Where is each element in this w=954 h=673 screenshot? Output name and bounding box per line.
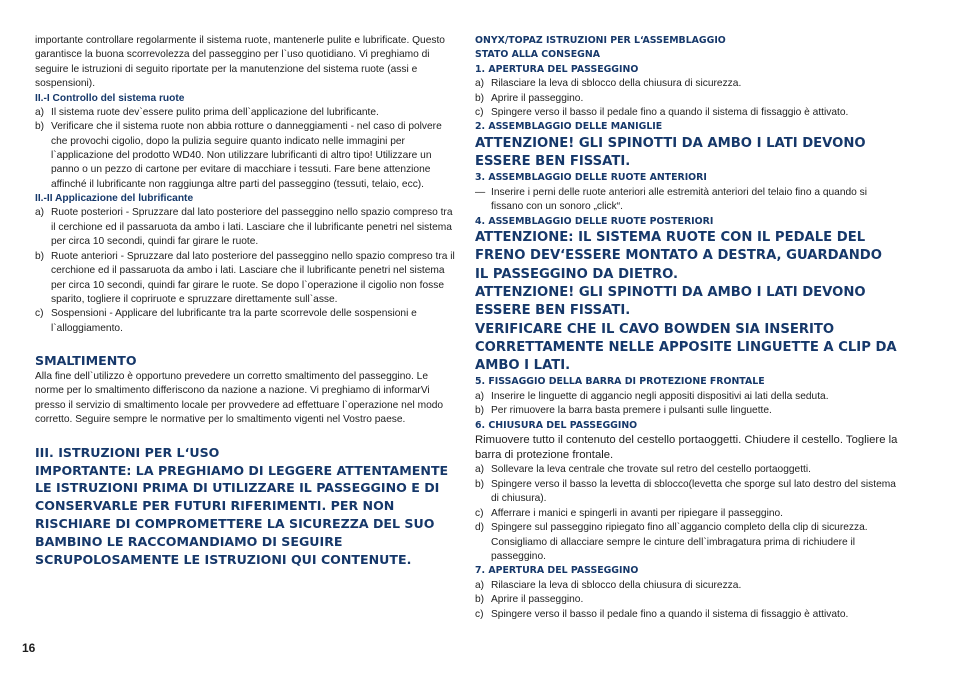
list-item xyxy=(475,77,898,91)
instructions-title: III. ISTRUZIONI PER L‘USO xyxy=(35,444,220,460)
page-number: 16 xyxy=(22,641,36,655)
disposal-title: SMALTIMENTO xyxy=(35,353,137,369)
dash-label: — xyxy=(475,186,486,198)
list-item xyxy=(35,106,458,120)
step-5-title: 5. FISSAGGIO DELLA BARRA DI PROTEZIONE FRONTALE xyxy=(475,376,765,388)
list-item xyxy=(475,478,898,507)
list-item xyxy=(475,92,898,106)
item-text: Aprire il passeggino. xyxy=(491,92,584,104)
item-text: Spingere verso il basso il pedale fino a quando il sistema di fissaggio è attivato. xyxy=(491,107,849,119)
spacer xyxy=(35,336,458,352)
step-2-title: 2. ASSEMBLAGGIO DELLE MANIGLIE xyxy=(475,121,663,133)
item-text: Inserire le linguette di aggancio negli appositi dispositivi ai lati della seduta. xyxy=(491,390,829,402)
item-label: b) xyxy=(475,92,485,104)
item-text: Sollevare la leva centrale che trovate sul retro del cestello portaoggetti. xyxy=(491,464,811,476)
list-item xyxy=(35,206,458,249)
item-label: c) xyxy=(35,308,44,320)
item-text: Ruote posteriori - Spruzzare dal lato posteriore del passeggino nello spazio compreso tra il cerchione ed il passaruota da ambo i lati. Lasciare che il lubrificante penetri nel sistema per circa 10 secondi, quindi far girare le ruote. xyxy=(51,207,453,248)
item-text: Sospensioni - Applicare del lubrificante tra la parte scorrevole delle sospensioni e l`alloggiamento. xyxy=(51,308,417,334)
item-label: a) xyxy=(475,579,485,591)
section-title-lubricant: II.-II Applicazione del lubrificante xyxy=(35,193,194,205)
spacer xyxy=(35,428,458,444)
item-text: Verificare che il sistema ruote non abbia rotture o danneggiamenti - nel caso di polvere che provochi cigolio, dopo la pulizia seguire quanto indicato nelle immagini per l`applicazione del prodotto WD40. Non utilizzare lubrificanti di altro tipo! Utilizzare un panno o un pezzo di cartone per evitare di macchiare i tessuti. Fare bene attenzione affinché il lubrificante non raggiunga altre parti del passeggino (tessuti, telaio, ecc). xyxy=(51,121,442,190)
item-text: Afferrare i manici e spingerli in avanti per ripiegare il passeggino. xyxy=(491,507,784,519)
list-wheel-check xyxy=(35,106,458,192)
step-1-title: 1. APERTURA DEL PASSEGGINO xyxy=(475,63,639,75)
list-item xyxy=(475,579,898,593)
warning-pins: ATTENZIONE! GLI SPINOTTI DA AMBO I LATI DEVONO ESSERE BEN FISSATI. xyxy=(475,284,866,319)
list-item xyxy=(475,404,898,418)
list-item xyxy=(475,463,898,477)
item-label: a) xyxy=(35,207,45,219)
item-label: a) xyxy=(475,464,485,476)
item-text: Il sistema ruote dev`essere pulito prima dell`applicazione del lubrificante. xyxy=(51,106,379,118)
warning-pins: ATTENZIONE! GLI SPINOTTI DA AMBO I LATI DEVONO ESSERE BEN FISSATI. xyxy=(475,135,866,170)
assembly-title: ONYX/TOPAZ ISTRUZIONI PER L‘ASSEMBLAGGIO xyxy=(475,35,726,46)
step-6-title: 6. CHIUSURA DEL PASSEGGINO xyxy=(475,419,638,431)
instructions-warning: IMPORTANTE: LA PREGHIAMO DI LEGGERE ATTENTAMENTE LE ISTRUZIONI PRIMA DI UTILIZZARE IL PASSEGGINO E DI CONSERVARLE PER FUTURI RIFERIMENTI. PER NON RISCHIARE DI COMPROMETTERE LA SICUREZZA DEL SUO BAMBINO LE RACCOMANDIAMO DI SEGUIRE SCRUPOLOSAMENTE LE ISTRUZIONI QUI CONTENUTE. xyxy=(35,462,449,568)
item-label: a) xyxy=(475,390,485,402)
item-label: c) xyxy=(475,507,484,519)
item-label: b) xyxy=(475,478,485,490)
item-text: Per rimuovere la barra basta premere i pulsanti sulle linguette. xyxy=(491,405,772,417)
list-item xyxy=(475,521,898,564)
list-item xyxy=(475,507,898,521)
item-label: b) xyxy=(35,250,45,262)
list-item xyxy=(475,608,898,622)
item-label: c) xyxy=(475,608,484,620)
item-label: b) xyxy=(475,594,485,606)
item-label: a) xyxy=(35,106,45,118)
warning-brake: ATTENZIONE: IL SISTEMA RUOTE CON IL PEDALE DEL FRENO DEV‘ESSERE MONTATO A DESTRA, GUARDANDO IL PASSEGGINO DA DIETRO. xyxy=(475,230,882,282)
item-text: Ruote anteriori - Spruzzare dal lato posteriore del passeggino nello spazio compreso tra il cerchione ed il passaruota da ambo i lati. Lasciare che il lubrificante penetri nel sistema per circa 10 secondi, quindi far girare le ruote. Se dopo l`operazione il cigolio non fosse sparito, togliere il copriruote e spruzzare direttamente sull`asse. xyxy=(51,250,455,305)
intro-paragraph: importante controllare regolarmente il sistema ruote, mantenerle pulite e lubrificate. Questo garantisce la buona scorrevolezza del passeggino per l`uso quotidiano. Vi preghiamo di seguire le istruzioni di seguito riportate per la manutenzione del sistema ruote (assi e sospensioni). xyxy=(35,35,445,90)
list-item xyxy=(35,250,458,308)
item-label: a) xyxy=(475,78,485,90)
list-item xyxy=(35,120,458,192)
list-item xyxy=(475,593,898,607)
item-text: Rilasciare la leva di sblocco della chiusura di sicurezza. xyxy=(491,579,742,591)
item-text: Spingere sul passeggino ripiegato fino all`aggancio completo della clip di sicurezza. Consigliamo di allacciare sempre le cinture dell`imbragatura prima di richiudere il passeggino. xyxy=(491,522,868,562)
warning-bowden: VERIFICARE CHE IL CAVO BOWDEN SIA INSERITO CORRETTAMENTE NELLE APPOSITE LINGUETTE A CLIP DA AMBO I LATI. xyxy=(475,321,897,374)
delivery-state-title: STATO ALLA CONSEGNA xyxy=(475,49,600,61)
item-label: d) xyxy=(475,522,485,534)
item-text: Inserire i perni delle ruote anteriori alle estremità anteriori del telaio fino a quando si fissano con un sonoro „click“. xyxy=(491,186,868,213)
item-text: Rilasciare la leva di sblocco della chiusura di sicurezza. xyxy=(491,78,742,90)
item-label: b) xyxy=(475,405,485,417)
step-3-title: 3. ASSEMBLAGGIO DELLE RUOTE ANTERIORI xyxy=(475,172,707,184)
item-text: Spingere verso il basso la levetta di sblocco(levetta che sporge sul lato destro del sistema di chiusura). xyxy=(491,478,896,505)
list-item xyxy=(35,307,458,336)
step-4-title: 4. ASSEMBLAGGIO DELLE RUOTE POSTERIORI xyxy=(475,215,714,227)
list-item xyxy=(475,186,898,215)
list-lubricant xyxy=(35,206,458,336)
list-item xyxy=(475,106,898,120)
item-text: Spingere verso il basso il pedale fino a quando il sistema di fissaggio è attivato. xyxy=(491,608,849,620)
item-label: c) xyxy=(475,107,484,119)
section-title-wheel-check: II.-I Controllo del sistema ruote xyxy=(35,92,185,104)
right-column xyxy=(475,34,898,622)
list-item xyxy=(475,390,898,404)
item-label: b) xyxy=(35,121,45,133)
step-7-title: 7. APERTURA DEL PASSEGGINO xyxy=(475,565,639,577)
left-column xyxy=(35,34,458,569)
disposal-paragraph: Alla fine dell`utilizzo è opportuno prevedere un corretto smaltimento del passeggino. Le norme per lo smaltimento differiscono da nazione a nazione. Vi preghiamo di informarVi presso il servizio di smaltimento locale per provvedere ad effettuare l`operazione nel modo corretto. Seguire sempre le normative per lo smaltimento vigenti nel Vostro paese. xyxy=(35,371,444,426)
item-text: Aprire il passeggino. xyxy=(491,594,584,606)
step-6-intro: Rimuovere tutto il contenuto del cestello portaoggetti. Chiudere il cestello. Togliere la barra di protezione frontale. xyxy=(475,434,898,462)
